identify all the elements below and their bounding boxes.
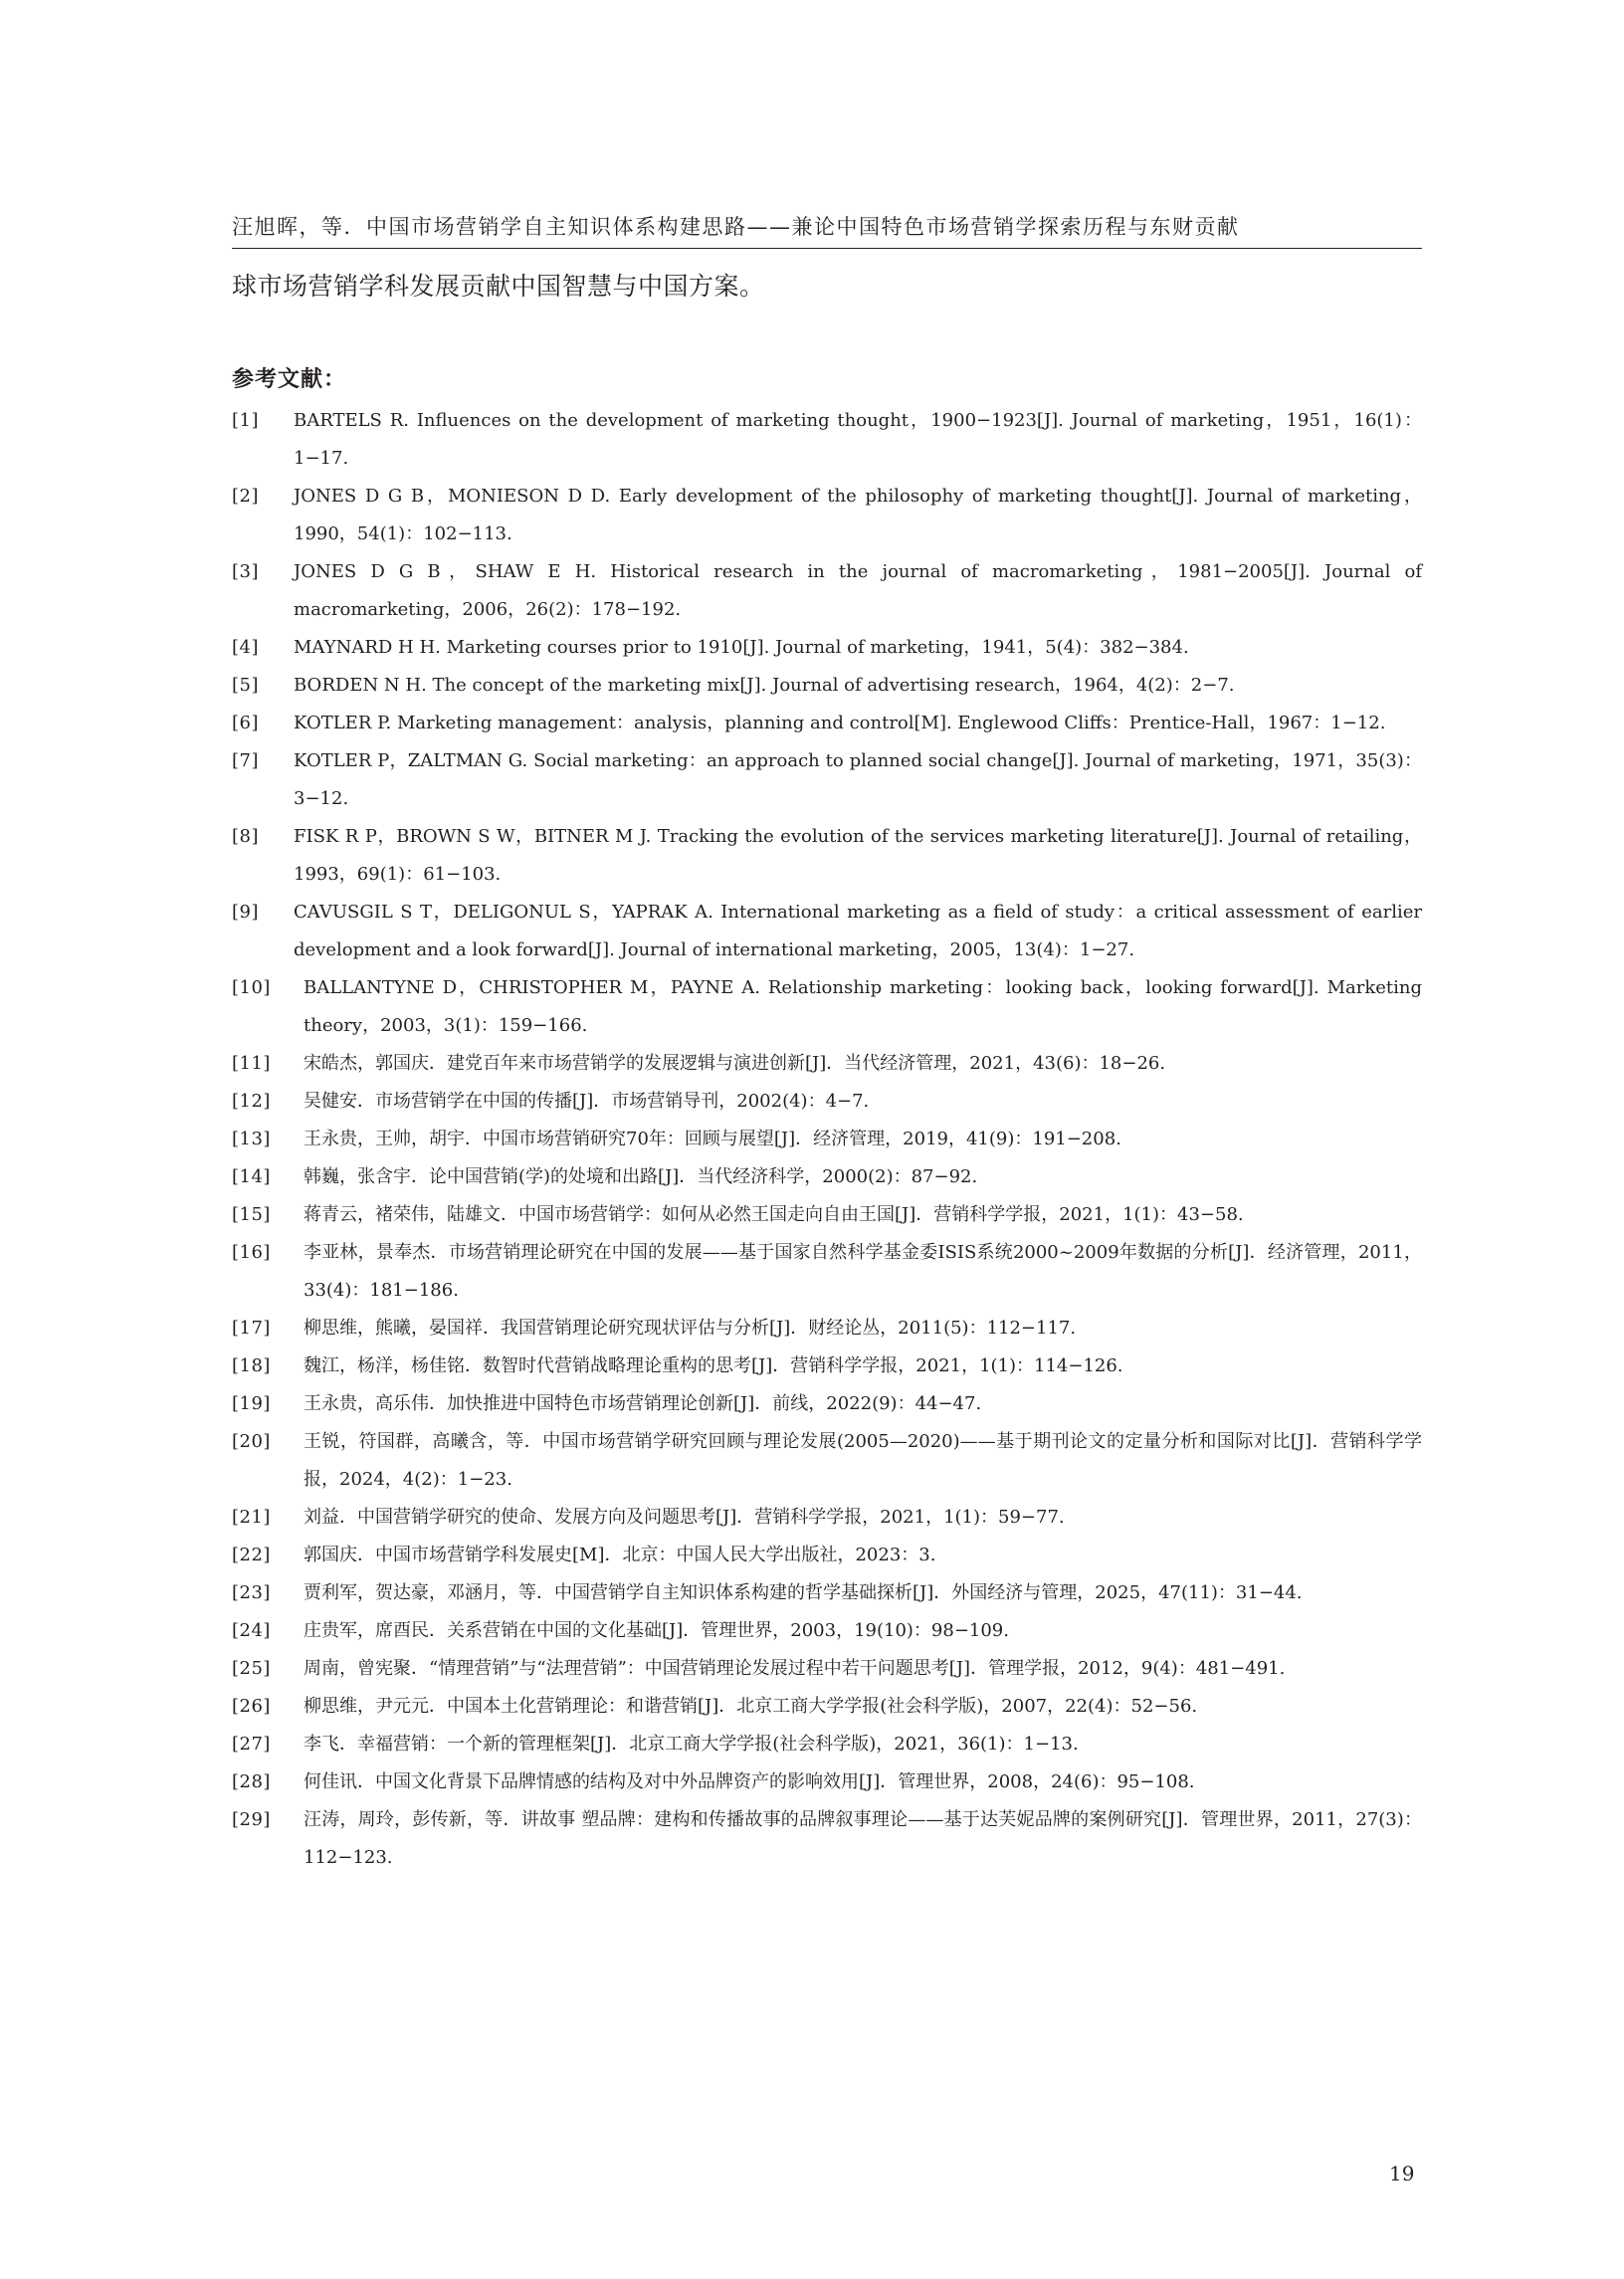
reference-number: [16] xyxy=(232,1242,271,1263)
reference-text: 李亚林，景奉杰．市场营销理论研究在中国的发展——基于国家自然科学基金委ISIS系统2000~2009年数据的分析[J]．经济管理，2011，33(4)：181−186. xyxy=(304,1242,1422,1301)
reference-text: MAYNARD H H. Marketing courses prior to 1910[J]. Journal of marketing，1941，5(4)：382−384. xyxy=(294,637,1189,658)
reference-text: 汪涛，周玲，彭传新，等．讲故事 塑品牌：建构和传播故事的品牌叙事理论——基于达芙妮品牌的案例研究[J]．管理世界，2011，27(3)：112−123. xyxy=(304,1809,1422,1868)
body-closing-line: 球市场营销学科发展贡献中国智慧与中国方案。 xyxy=(232,272,765,301)
reference-text: 吴健安．市场营销学在中国的传播[J]．市场营销导刊，2002(4)：4−7. xyxy=(304,1091,870,1112)
reference-item xyxy=(232,1083,1422,1121)
reference-item xyxy=(232,1688,1422,1726)
reference-text: BALLANTYNE D，CHRISTOPHER M，PAYNE A. Relationship marketing：looking back，looking forward[J]. Marketing theory，2003，3(1)：159−166. xyxy=(304,977,1422,1036)
reference-item xyxy=(232,402,1422,478)
reference-number: [26] xyxy=(232,1696,271,1717)
reference-number: [8] xyxy=(232,826,259,847)
reference-number: [2] xyxy=(232,486,259,507)
reference-number: [29] xyxy=(232,1809,271,1830)
reference-text: 王锐，符国群，高曦含，等．中国市场营销学研究回顾与理论发展(2005—2020)——基于期刊论文的定量分析和国际对比[J]．营销科学学报，2024，4(2)：1−23. xyxy=(304,1431,1422,1490)
reference-item xyxy=(232,1650,1422,1688)
reference-item xyxy=(232,629,1422,667)
reference-number: [15] xyxy=(232,1204,271,1225)
reference-text: JONES D G B，SHAW E H. Historical research in the journal of macromarketing，1981−2005[J]. Journal of macromarketing，2006，26(2)：178−192. xyxy=(294,561,1422,620)
reference-item xyxy=(232,1574,1422,1612)
reference-item xyxy=(232,1763,1422,1801)
reference-number: [10] xyxy=(232,977,271,998)
reference-text: 魏江，杨洋，杨佳铭．数智时代营销战略理论重构的思考[J]．营销科学学报，2021，1(1)：114−126. xyxy=(304,1355,1123,1376)
reference-number: [4] xyxy=(232,637,259,658)
reference-text: KOTLER P. Marketing management：analysis，planning and control[M]. Englewood Cliffs：Prentice-Hall，1967：1−12. xyxy=(294,713,1386,733)
reference-text: 蒋青云，褚荣伟，陆雄文．中国市场营销学：如何从必然王国走向自由王国[J]．营销科学学报，2021，1(1)：43−58. xyxy=(304,1204,1244,1225)
reference-text: 王永贵，王帅，胡宇．中国市场营销研究70年：回顾与展望[J]．经济管理，2019，41(9)：191−208. xyxy=(304,1129,1121,1149)
reference-text: 贾利军，贺达豪，邓涵月，等．中国营销学自主知识体系构建的哲学基础探析[J]．外国经济与管理，2025，47(11)：31−44. xyxy=(304,1582,1303,1603)
reference-item xyxy=(232,894,1422,969)
reference-item xyxy=(232,1234,1422,1310)
reference-number: [14] xyxy=(232,1166,271,1187)
reference-number: [3] xyxy=(232,561,259,582)
reference-text: CAVUSGIL S T，DELIGONUL S，YAPRAK A. International marketing as a field of study：a critical assessment of earlier development and a look forward[J]. Journal of international marketing，2005，13(4)：1−27. xyxy=(294,902,1422,960)
reference-item xyxy=(232,705,1422,742)
reference-number: [18] xyxy=(232,1355,271,1376)
reference-item xyxy=(232,1310,1422,1347)
reference-text: 韩巍，张含宇．论中国营销(学)的处境和出路[J]．当代经济科学，2000(2)：87−92. xyxy=(304,1166,978,1187)
reference-item xyxy=(232,1537,1422,1574)
reference-item xyxy=(232,1347,1422,1385)
reference-number: [21] xyxy=(232,1507,271,1528)
reference-number: [19] xyxy=(232,1393,271,1414)
reference-text: 王永贵，高乐伟．加快推进中国特色市场营销理论创新[J]．前线，2022(9)：44−47. xyxy=(304,1393,982,1414)
reference-number: [6] xyxy=(232,713,259,733)
reference-number: [22] xyxy=(232,1545,271,1565)
reference-item xyxy=(232,1612,1422,1650)
reference-item xyxy=(232,969,1422,1045)
reference-number: [27] xyxy=(232,1734,271,1755)
reference-item xyxy=(232,1726,1422,1763)
reference-item xyxy=(232,742,1422,818)
reference-number: [28] xyxy=(232,1771,271,1792)
reference-list xyxy=(232,402,1422,1877)
reference-number: [17] xyxy=(232,1318,271,1339)
reference-item xyxy=(232,1158,1422,1196)
reference-item xyxy=(232,1801,1422,1877)
reference-item xyxy=(232,1499,1422,1537)
reference-text: 宋皓杰，郭国庆．建党百年来市场营销学的发展逻辑与演进创新[J]．当代经济管理，2021，43(6)：18−26. xyxy=(304,1053,1166,1074)
reference-number: [9] xyxy=(232,902,259,923)
reference-text: BORDEN N H. The concept of the marketing mix[J]. Journal of advertising research，1964，4(2)：2−7. xyxy=(294,675,1235,696)
reference-text: 庄贵军，席酉民．关系营销在中国的文化基础[J]．管理世界，2003，19(10)：98−109. xyxy=(304,1620,1009,1641)
reference-item xyxy=(232,818,1422,894)
page-number: 19 xyxy=(1389,2162,1415,2185)
reference-text: BARTELS R. Influences on the development of marketing thought，1900−1923[J]. Journal of marketing，1951，16(1)：1−17. xyxy=(294,410,1422,469)
reference-text: 周南，曾宪聚．“情理营销”与“法理营销”：中国营销理论发展过程中若干问题思考[J]．管理学报，2012，9(4)：481−491. xyxy=(304,1658,1286,1679)
reference-number: [25] xyxy=(232,1658,271,1679)
reference-text: 李飞．幸福营销：一个新的管理框架[J]．北京工商大学学报(社会科学版)，2021，36(1)：1−13. xyxy=(304,1734,1079,1755)
reference-text: 郭国庆．中国市场营销学科发展史[M]．北京：中国人民大学出版社，2023：3. xyxy=(304,1545,936,1565)
reference-text: 柳思维，熊曦，晏国祥．我国营销理论研究现状评估与分析[J]．财经论丛，2011(5)：112−117. xyxy=(304,1318,1077,1339)
reference-number: [13] xyxy=(232,1129,271,1149)
reference-item xyxy=(232,1045,1422,1083)
reference-item xyxy=(232,1196,1422,1234)
reference-text: 何佳讯．中国文化背景下品牌情感的结构及对中外品牌资产的影响效用[J]．管理世界，2008，24(6)：95−108. xyxy=(304,1771,1195,1792)
reference-text: FISK R P，BROWN S W，BITNER M J. Tracking the evolution of the services marketing literature[J]. Journal of retailing，1993，69(1)：61−103. xyxy=(294,826,1422,885)
reference-item xyxy=(232,1121,1422,1158)
reference-item xyxy=(232,1423,1422,1499)
reference-number: [11] xyxy=(232,1053,271,1074)
reference-number: [12] xyxy=(232,1091,271,1112)
reference-item xyxy=(232,553,1422,629)
references-heading: 参考文献： xyxy=(232,367,347,392)
reference-text: JONES D G B，MONIESON D D. Early development of the philosophy of marketing thought[J]. Journal of marketing，1990，54(1)：102−113. xyxy=(294,486,1422,544)
running-head: 汪旭晖，等．中国市场营销学自主知识体系构建思路——兼论中国特色市场营销学探索历程与东财贡献 xyxy=(232,215,1240,239)
reference-item xyxy=(232,667,1422,705)
header-rule xyxy=(232,248,1422,249)
reference-text: KOTLER P，ZALTMAN G. Social marketing：an approach to planned social change[J]. Journal of marketing，1971，35(3)：3−12. xyxy=(294,750,1422,809)
reference-item xyxy=(232,478,1422,553)
reference-number: [24] xyxy=(232,1620,271,1641)
reference-text: 刘益．中国营销学研究的使命、发展方向及问题思考[J]．营销科学学报，2021，1(1)：59−77. xyxy=(304,1507,1065,1528)
reference-number: [1] xyxy=(232,410,259,431)
reference-item xyxy=(232,1385,1422,1423)
reference-text: 柳思维，尹元元．中国本土化营销理论：和谐营销[J]．北京工商大学学报(社会科学版)，2007，22(4)：52−56. xyxy=(304,1696,1198,1717)
reference-number: [7] xyxy=(232,750,259,771)
reference-number: [5] xyxy=(232,675,259,696)
reference-number: [20] xyxy=(232,1431,271,1452)
reference-number: [23] xyxy=(232,1582,271,1603)
